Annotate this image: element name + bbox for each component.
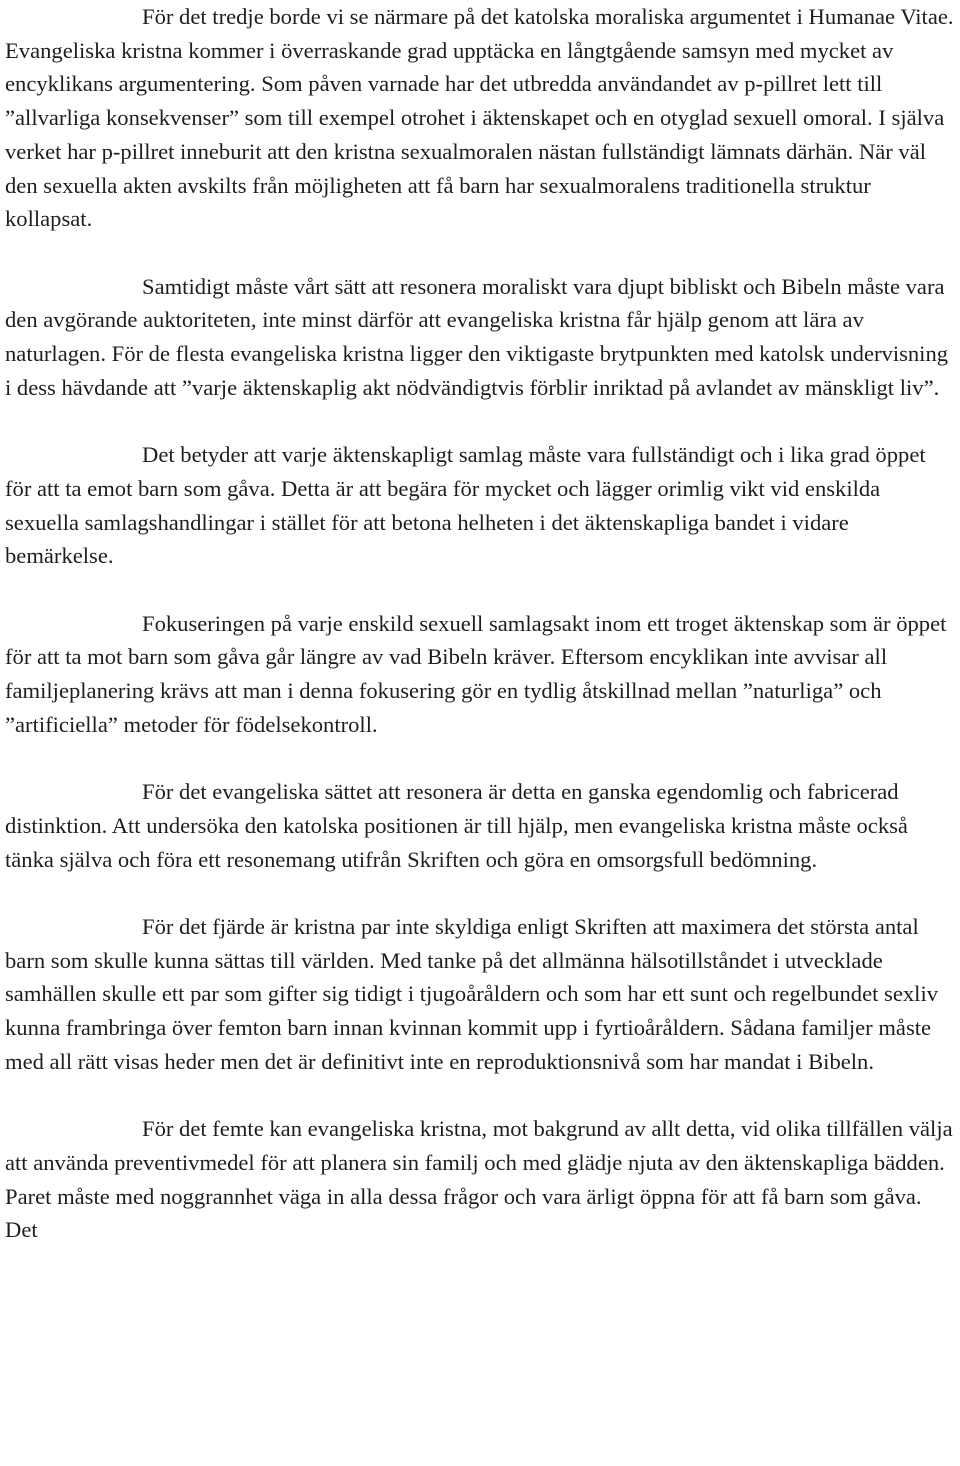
paragraph-6: För det fjärde är kristna par inte skyldiga enligt Skriften att maximera det största antal barn som skulle kunna sättas till världen. Med tanke på det allmänna hälsotillståndet i utvecklade samhällen skulle ett par som gifter sig tidigt i tjugoåråldern och som har ett sunt och regelbundet sexliv kunna frambringa över femton barn innan kvinnan kommit upp i fyrtioåråldern. Sådana familjer måste med all rätt visas heder men det är definitivt inte en reproduktionsnivå som har mandat i Bibeln. bbox=[5, 913, 939, 1074]
paragraph-3: Det betyder att varje äktenskapligt samlag måste vara fullständigt och i lika grad öppet för att ta emot barn som gåva. Detta är att begära för mycket och lägger orimlig vikt vid enskilda sexuella samlagshandlingar i stället för att betona helheten i det äktenskapliga bandet i vidare bemärkelse. bbox=[5, 442, 926, 569]
paragraph-4: Fokuseringen på varje enskild sexuell samlagsakt inom ett troget äktenskap som är öppet för att ta mot barn som gåva går längre av vad Bibeln kräver. Eftersom encyklikan inte avvisar all familjeplanering krävs att man i denna fokusering gör en tydlig åtskillnad mellan ”naturliga” och ”artificiella” metoder för födelsekontroll. bbox=[5, 610, 947, 737]
paragraph-1: För det tredje borde vi se närmare på det katolska moraliska argumentet i Humanae Vitae. Evangeliska kristna kommer i överraskande grad upptäcka en långtgående samsyn med mycket av encyklikans argumentering. Som påven varnade har det utbredda användandet av p-pillret lett till ”allvarliga konsekvenser” som till exempel otrohet i äktenskapet och en otyglad sexuell omoral. I själva verket har p-pillret inneburit att den kristna sexualmoralen nästan fullständigt lämnats därhän. När väl den sexuella akten avskilts från möjligheten att få barn har sexualmoralens traditionella struktur kollapsat. bbox=[5, 4, 954, 232]
paragraph-2: Samtidigt måste vårt sätt att resonera moraliskt vara djupt bibliskt och Bibeln måste vara den avgörande auktoriteten, inte minst därför att evangeliska kristna får hjälp genom att lära av naturlagen. För de flesta evangeliska kristna ligger den viktigaste brytpunkten med katolsk undervisning i dess hävdande att ”varje äktenskaplig akt nödvändigtvis förblir inriktad på avlandet av mänskligt liv”. bbox=[5, 273, 949, 400]
paragraph-5: För det evangeliska sättet att resonera är detta en ganska egendomlig och fabricerad distinktion. Att undersöka den katolska positionen är till hjälp, men evangeliska kristna måste också tänka själva och föra ett resonemang utifrån Skriften och göra en omsorgsfull bedömning. bbox=[5, 779, 908, 872]
document-page bbox=[5, 0, 957, 1247]
paragraph-7: För det femte kan evangeliska kristna, mot bakgrund av allt detta, vid olika tillfällen välja att använda preventivmedel för att planera sin familj och med glädje njuta av den äktenskapliga bädden. Paret måste med noggrannhet väga in alla dessa frågor och vara ärligt öppna för att få barn som gåva. Det bbox=[5, 1116, 953, 1243]
